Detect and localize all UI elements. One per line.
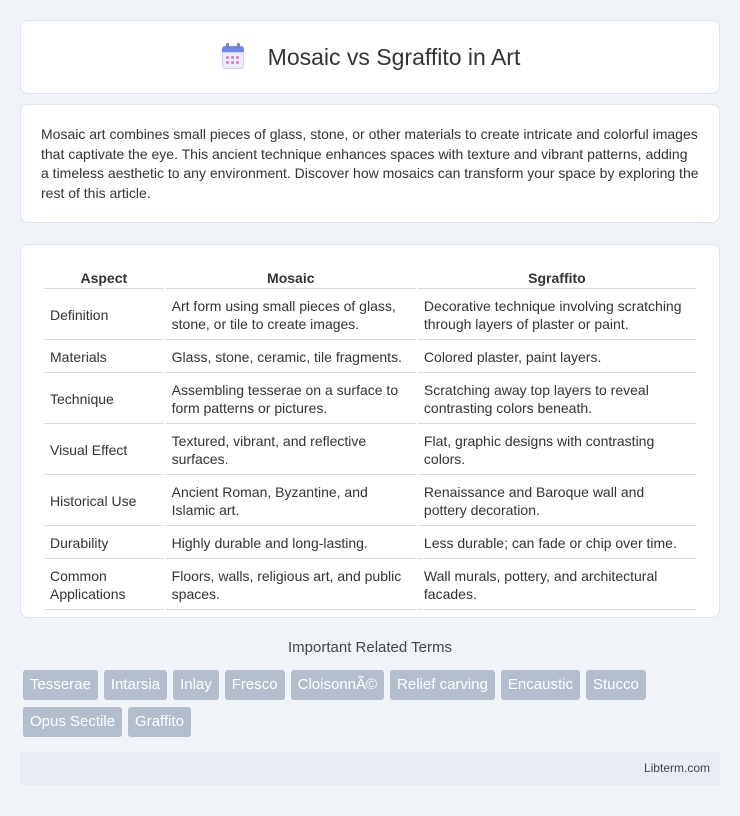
sgraffito-cell: Scratching away top layers to reveal contrasting colors beneath. xyxy=(418,375,696,424)
related-term-tag[interactable]: Inlay xyxy=(173,670,219,700)
mosaic-cell: Floors, walls, religious art, and public spaces. xyxy=(166,561,416,610)
comparison-table-card xyxy=(20,244,720,618)
table-row xyxy=(44,528,696,559)
comparison-table xyxy=(42,265,698,612)
sgraffito-cell: Less durable; can fade or chip over time. xyxy=(418,528,696,559)
related-term-tag[interactable]: Fresco xyxy=(225,670,285,700)
aspect-cell: Visual Effect xyxy=(44,426,164,475)
related-term-tag[interactable]: Opus Sectile xyxy=(23,707,122,737)
table-row xyxy=(44,426,696,475)
table-row xyxy=(44,375,696,424)
aspect-cell: Historical Use xyxy=(44,477,164,526)
title-card xyxy=(20,20,720,94)
aspect-cell: Definition xyxy=(44,291,164,340)
table-row xyxy=(44,477,696,526)
mosaic-cell: Glass, stone, ceramic, tile fragments. xyxy=(166,342,416,373)
header-mosaic: Mosaic xyxy=(166,267,416,289)
related-terms-list xyxy=(23,670,723,744)
page-title: Mosaic vs Sgraffito in Art xyxy=(267,43,521,70)
sgraffito-cell: Colored plaster, paint layers. xyxy=(418,342,696,373)
sgraffito-cell: Wall murals, pottery, and architectural facades. xyxy=(418,561,696,610)
aspect-cell: Technique xyxy=(44,375,164,424)
table-row xyxy=(44,561,696,610)
footer xyxy=(20,752,720,785)
mosaic-cell: Highly durable and long-lasting. xyxy=(166,528,416,559)
sgraffito-cell: Decorative technique involving scratching through layers of plaster or paint. xyxy=(418,291,696,340)
table-row xyxy=(44,342,696,373)
intro-text: Mosaic art combines small pieces of glass, stone, or other materials to create intricate and colorful images that captivate the eye. This ancient technique enhances spaces with texture and vibrant patterns, adding a timeless aesthetic to any environment. Discover how mosaics can transform your space by exploring the rest of this article. xyxy=(41,126,699,201)
table-row xyxy=(44,291,696,340)
mosaic-cell: Assembling tesserae on a surface to form patterns or pictures. xyxy=(166,375,416,424)
aspect-cell: Common Applications xyxy=(44,561,164,610)
mosaic-cell: Textured, vibrant, and reflective surfaces. xyxy=(166,426,416,475)
related-term-tag[interactable]: Intarsia xyxy=(104,670,167,700)
aspect-cell: Materials xyxy=(44,342,164,373)
sgraffito-cell: Flat, graphic designs with contrasting colors. xyxy=(418,426,696,475)
mosaic-cell: Ancient Roman, Byzantine, and Islamic art. xyxy=(166,477,416,526)
table-header-row xyxy=(44,267,696,289)
calendar-icon xyxy=(220,43,246,71)
related-term-tag[interactable]: Encaustic xyxy=(501,670,580,700)
related-term-tag[interactable]: Tesserae xyxy=(23,670,98,700)
intro-card xyxy=(20,104,720,223)
related-term-tag[interactable]: Graffito xyxy=(128,707,191,737)
related-term-tag[interactable]: Relief carving xyxy=(390,670,495,700)
related-terms-heading: Important Related Terms xyxy=(288,639,452,656)
footer-site-link[interactable]: Libterm.com xyxy=(643,761,710,775)
header-sgraffito: Sgraffito xyxy=(418,267,696,289)
related-term-tag[interactable]: CloisonnÃ© xyxy=(291,670,384,700)
related-term-tag[interactable]: Stucco xyxy=(586,670,646,700)
header-aspect: Aspect xyxy=(44,267,164,289)
aspect-cell: Durability xyxy=(44,528,164,559)
sgraffito-cell: Renaissance and Baroque wall and pottery decoration. xyxy=(418,477,696,526)
mosaic-cell: Art form using small pieces of glass, stone, or tile to create images. xyxy=(166,291,416,340)
